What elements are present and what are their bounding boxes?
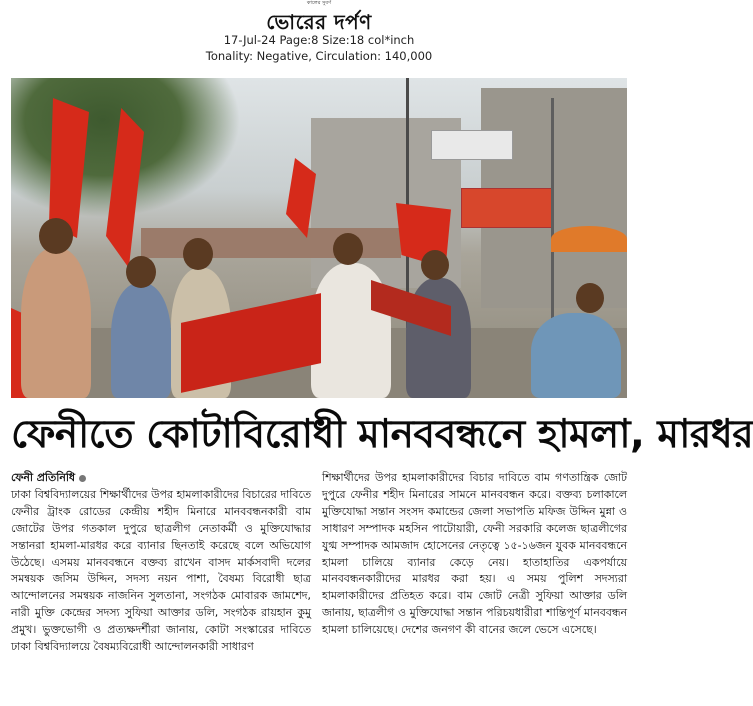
protester-blue-head [126,256,156,288]
article-headline: ফেনীতে কোটাবিরোধী মানববন্ধনে হামলা, মারধর [11,412,753,457]
attacker-head [333,233,363,265]
newspaper-logo: ভোরের দর্পণ [266,10,372,34]
right-column-text: শিক্ষার্থীদের উপর হামলাকারীদের বিচার দাবিতে বাম গণতান্ত্রিক জোট দুপুরে ফেনীর শহীদ মিনারের সামনে মানববন্ধন করে। বক্তব্য চলাকালে মুক্তিযোদ্ধা সন্তান সংসদ কমান্ডের জেলা সভাপতি মফিজ উদ্দিন মুন্না ও সাধারণ সম্পাদক মহসিন পাটোয়ারী, ফেনী সরকারি কলেজ ছাত্রলীগের যুগ্ম সম্পাদক আমজাদ হোসেনের নেতৃত্বে ১৫-১৬জন যুবক মানববন্ধনে হামলা চালিয়ে ব্যানার কেড়ে নেয়। হাতাহাতির একপর্যায়ে মানববন্ধনকারীদের মারধর করা হয়। এ সময় পুলিশ সদস্যরা হামলাকারীদের প্রতিহত করে। বাম জোট নেত্রী সুফিয়া আক্তার ডলি জানায়, ছাত্রলীগ ও মুক্তিযোদ্ধা সন্তান পরিচয়ধারীরা শান্তিপূর্ণ মানববন্ধন হামলা চালিয়েছে। দেশের জনগণ কী বানের জলে ভেসে এসেছে। [322,471,627,637]
clipping-meta-line1: 17-Jul-24 Page:8 Size:18 col*inch [223,33,415,47]
man-right-head [576,283,604,313]
protester-white-head [183,238,213,270]
news-photo [11,78,627,398]
shop-sign [461,188,553,228]
article-column-right [322,470,627,639]
article-dateline [11,470,311,487]
clipping-meta-line2: Tonality: Negative, Circulation: 140,000 [205,49,433,63]
article-column-left [11,470,311,656]
left-column-text: ঢাকা বিশ্ববিদ্যালয়ের শিক্ষার্থীদের উপর হামলাকারীদের বিচারের দাবিতে ফেনীর ট্রাংক রোডের কেন্দ্রীয় শহীদ মিনারে মানববন্ধনকারী বাম জোটের উপর গতকাল দুপুরে ছাত্রলীগ নেতাকর্মী ও মুক্তিযোদ্ধার সন্তানরা হামলা-মারধর করে ব্যানার ছিনতাই করেছে বলে অভিযোগ উঠেছে। এসময় মানববন্ধনে বক্তব্য রাখেন বাসদ মার্কসবাদী দলের সমন্বয়ক জসিম উদ্দিন, সদস্য নয়ন পাশা, বৈষম্য বিরোধী ছাত্র আন্দোলনের সমন্বয়ক নাজনিন সুলতানা, সংগঠক মোবারক জামশেদ, নারী মুক্তি কেন্দ্রের সদস্য সুফিয়া আক্তার ডলি, সংগঠক রায়হান কুমু প্রমুখ। ভুক্তভোগী ও প্রত্যক্ষদর্শীরা জানায়, কোটা সংস্কারের দাবিতে ঢাকা বিশ্ববিদ্যালয়ে বৈষম্যবিরোধী আন্দোলনকারী সাধারণ [11,487,311,654]
dateline-text: ফেনী প্রতিনিধি [11,471,76,484]
dateline-bullet-icon [79,475,86,482]
protester-left [21,248,91,398]
protester-left-head [39,218,73,254]
newspaper-tagline: কালের সুবর্ণ [306,0,332,6]
shop-umbrella [551,226,627,252]
masthead [0,0,638,70]
protester-blue [111,283,171,398]
man-right-blue [531,313,621,398]
man-grey-head [421,250,449,280]
billboard-sign [431,130,513,160]
